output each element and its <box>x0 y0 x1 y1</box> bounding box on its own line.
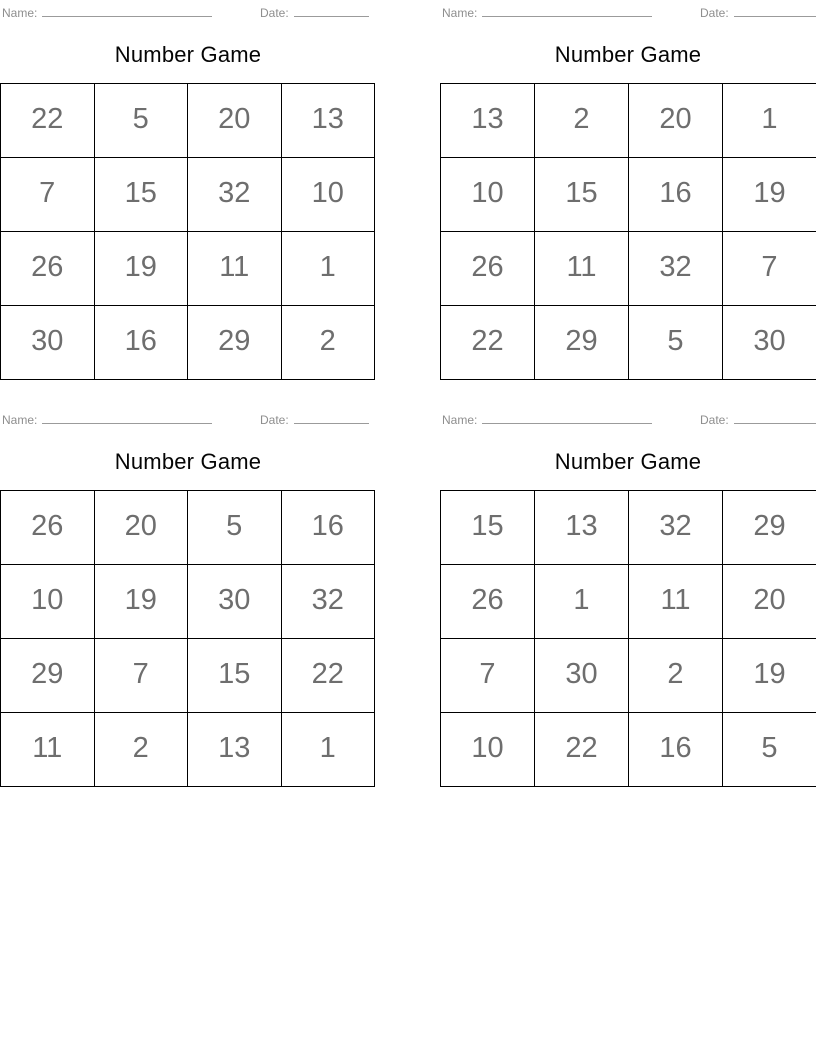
grid-row <box>1 306 375 380</box>
date-field <box>260 411 369 427</box>
number-cell: 15 <box>441 491 535 565</box>
date-field <box>260 4 369 20</box>
number-cell: 13 <box>281 84 375 158</box>
card-header <box>0 4 376 22</box>
number-cell: 5 <box>188 491 282 565</box>
name-field <box>442 4 652 20</box>
date-label: Date: <box>260 6 289 20</box>
grid-row <box>1 84 375 158</box>
card-title: Number Game <box>554 42 702 67</box>
number-cell: 16 <box>94 306 188 380</box>
name-blank-line <box>482 411 652 424</box>
number-cell: 22 <box>1 84 95 158</box>
number-cell: 1 <box>281 232 375 306</box>
number-cell: 20 <box>94 491 188 565</box>
grid-row <box>441 84 816 158</box>
number-cell: 2 <box>535 84 629 158</box>
card-title: Number Game <box>114 42 262 67</box>
number-cell: 2 <box>629 639 723 713</box>
number-cell: 11 <box>188 232 282 306</box>
card-title: Number Game <box>554 449 702 474</box>
grid-row <box>441 639 816 713</box>
number-cell: 30 <box>1 306 95 380</box>
date-blank-line <box>294 4 369 17</box>
grid-row <box>1 565 375 639</box>
number-cell: 7 <box>94 639 188 713</box>
number-grid <box>0 490 375 787</box>
name-field <box>2 411 212 427</box>
card-header <box>440 4 816 22</box>
grid-row <box>441 713 816 787</box>
number-cell: 32 <box>188 158 282 232</box>
grid-row <box>1 158 375 232</box>
date-label: Date: <box>700 413 729 427</box>
number-cell: 29 <box>1 639 95 713</box>
name-blank-line <box>482 4 652 17</box>
number-game-card-4 <box>440 407 816 777</box>
number-cell: 19 <box>94 232 188 306</box>
number-cell: 16 <box>281 491 375 565</box>
number-cell: 15 <box>535 158 629 232</box>
number-game-card-2 <box>440 0 816 370</box>
number-cell: 16 <box>629 713 723 787</box>
number-cell: 26 <box>441 565 535 639</box>
number-cell: 22 <box>281 639 375 713</box>
number-cell: 1 <box>723 84 816 158</box>
card-header <box>0 411 376 429</box>
number-cell: 11 <box>535 232 629 306</box>
date-label: Date: <box>700 6 729 20</box>
number-cell: 13 <box>441 84 535 158</box>
number-cell: 5 <box>629 306 723 380</box>
grid-row <box>1 491 375 565</box>
number-cell: 7 <box>723 232 816 306</box>
number-cell: 32 <box>281 565 375 639</box>
number-cell: 13 <box>188 713 282 787</box>
number-cell: 10 <box>1 565 95 639</box>
number-cell: 15 <box>188 639 282 713</box>
number-cell: 30 <box>723 306 816 380</box>
date-blank-line <box>294 411 369 424</box>
number-cell: 32 <box>629 232 723 306</box>
grid-row <box>441 158 816 232</box>
number-grid <box>0 83 375 380</box>
number-cell: 29 <box>535 306 629 380</box>
name-field <box>442 411 652 427</box>
grid-row <box>441 306 816 380</box>
date-blank-line <box>734 4 816 17</box>
number-grid <box>440 490 816 787</box>
number-grid <box>440 83 816 380</box>
name-label: Name: <box>2 6 38 20</box>
number-cell: 26 <box>1 491 95 565</box>
name-field <box>2 4 212 20</box>
number-cell: 15 <box>94 158 188 232</box>
number-cell: 13 <box>535 491 629 565</box>
grid-row <box>441 232 816 306</box>
number-game-card-1 <box>0 0 376 370</box>
number-cell: 29 <box>188 306 282 380</box>
number-cell: 22 <box>441 306 535 380</box>
number-cell: 30 <box>188 565 282 639</box>
grid-row <box>1 639 375 713</box>
number-cell: 19 <box>723 639 816 713</box>
number-cell: 10 <box>281 158 375 232</box>
name-blank-line <box>42 411 212 424</box>
name-label: Name: <box>442 413 478 427</box>
number-cell: 29 <box>723 491 816 565</box>
card-header <box>440 411 816 429</box>
number-cell: 20 <box>723 565 816 639</box>
number-cell: 2 <box>94 713 188 787</box>
name-label: Name: <box>442 6 478 20</box>
number-cell: 19 <box>723 158 816 232</box>
number-cell: 11 <box>629 565 723 639</box>
number-cell: 20 <box>629 84 723 158</box>
number-cell: 16 <box>629 158 723 232</box>
number-cell: 1 <box>281 713 375 787</box>
number-cell: 26 <box>441 232 535 306</box>
date-blank-line <box>734 411 816 424</box>
number-cell: 5 <box>94 84 188 158</box>
name-blank-line <box>42 4 212 17</box>
number-cell: 26 <box>1 232 95 306</box>
number-cell: 20 <box>188 84 282 158</box>
number-cell: 10 <box>441 158 535 232</box>
number-cell: 7 <box>1 158 95 232</box>
number-game-card-3 <box>0 407 376 777</box>
name-label: Name: <box>2 413 38 427</box>
number-cell: 2 <box>281 306 375 380</box>
grid-row <box>441 491 816 565</box>
number-cell: 19 <box>94 565 188 639</box>
number-cell: 22 <box>535 713 629 787</box>
number-cell: 32 <box>629 491 723 565</box>
number-cell: 7 <box>441 639 535 713</box>
date-label: Date: <box>260 413 289 427</box>
date-field <box>700 411 816 427</box>
grid-row <box>1 232 375 306</box>
number-cell: 10 <box>441 713 535 787</box>
grid-row <box>1 713 375 787</box>
number-cell: 30 <box>535 639 629 713</box>
card-title: Number Game <box>114 449 262 474</box>
number-cell: 1 <box>535 565 629 639</box>
date-field <box>700 4 816 20</box>
number-cell: 11 <box>1 713 95 787</box>
number-cell: 5 <box>723 713 816 787</box>
grid-row <box>441 565 816 639</box>
